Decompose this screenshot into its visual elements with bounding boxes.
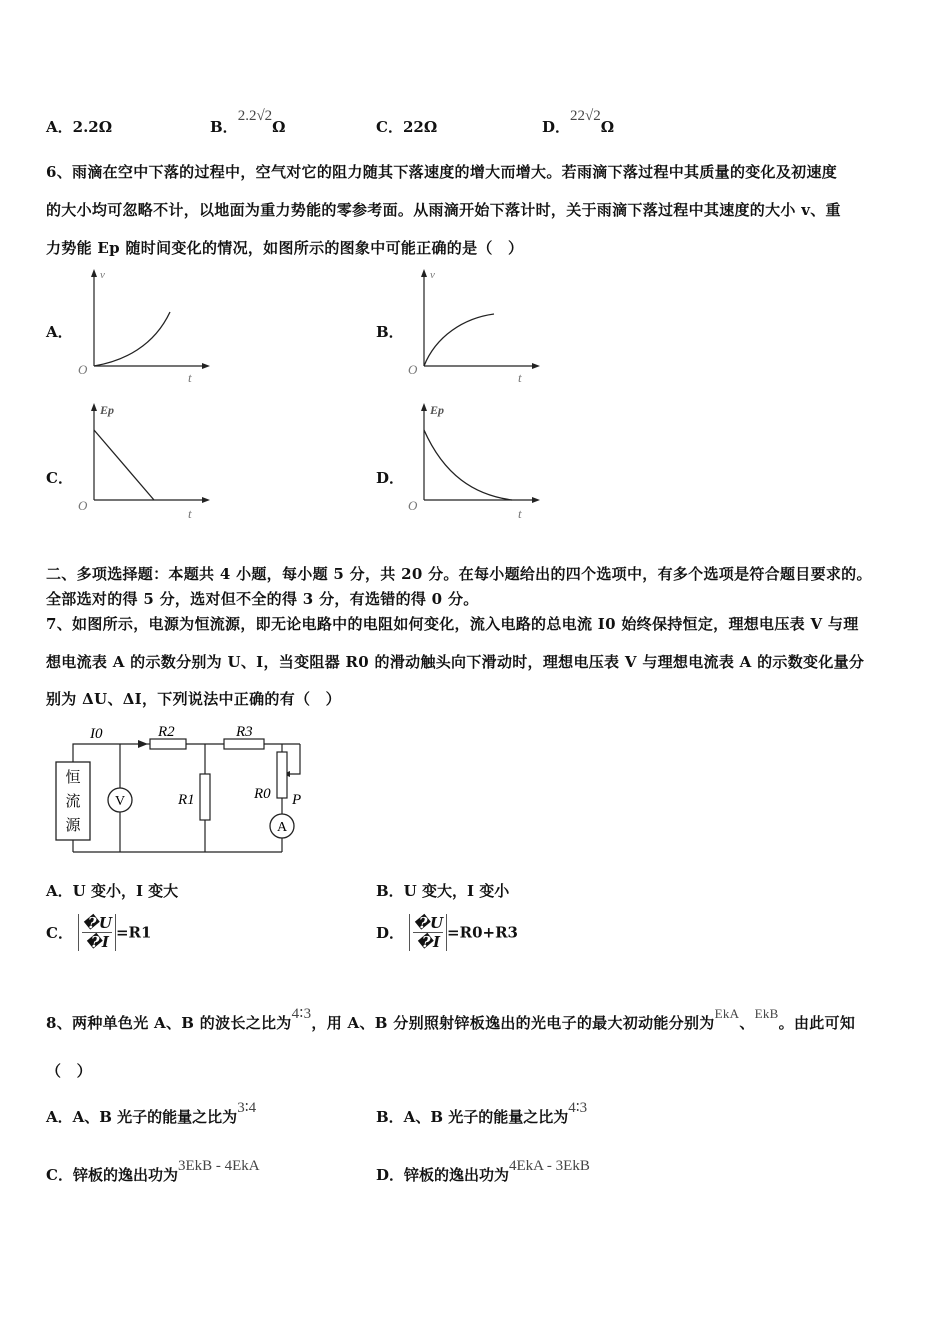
q5-option-a	[46, 116, 112, 137]
q7-option-b: B．U 变大，I 变小	[376, 882, 510, 900]
t-label: t	[188, 370, 192, 384]
q7-line-3: 别为 ΔU、ΔI，下列说法中正确的有（ ）	[46, 690, 341, 708]
q8-option-c	[46, 1154, 260, 1184]
q6-option-a-label: A．	[46, 323, 73, 341]
q7-option-d	[376, 914, 518, 951]
q5-option-d	[542, 104, 615, 136]
option-math: 2.2√2	[237, 108, 273, 124]
origin-label: O	[78, 498, 88, 513]
ammeter-label: A	[276, 820, 288, 835]
line	[94, 430, 154, 500]
option-label: A．	[46, 118, 73, 136]
origin-label: O	[408, 498, 418, 513]
origin-label: O	[408, 362, 418, 377]
q5-option-b	[210, 104, 286, 136]
resistor-r1	[200, 774, 210, 820]
q6-option-b-label: B．	[376, 323, 404, 341]
q8-paren: （ ）	[46, 1062, 92, 1080]
source-char-3: 源	[65, 818, 81, 834]
t-label: t	[518, 506, 522, 521]
q8-text-c: 。由此可知	[778, 1014, 856, 1032]
option-math: 3EkB - 4EkA	[177, 1158, 260, 1174]
option-label: D．	[376, 924, 405, 942]
q6-option-c-label: C．	[46, 469, 73, 487]
q8-line-1	[46, 1002, 856, 1032]
curve	[424, 314, 494, 366]
q8-option-a	[46, 1096, 257, 1126]
option-rhs: =R0+R3	[447, 923, 518, 942]
t-label: t	[518, 370, 522, 384]
i0-label: I0	[90, 726, 103, 742]
curve	[424, 430, 512, 500]
graph-b	[404, 266, 544, 384]
option-label: C．	[376, 118, 403, 136]
rheostat-r0	[277, 752, 287, 798]
t-label: t	[188, 506, 192, 521]
q8-option-b	[376, 1096, 588, 1126]
r0-label: R0	[254, 786, 271, 802]
ep-label: Ep	[100, 403, 115, 417]
resistor-r2	[150, 739, 186, 749]
section2-line-1: 二、多项选择题：本题共 4 小题，每小题 5 分，共 20 分。在每小题给出的四个选项中，有多个选项是符合题目要求的。	[46, 565, 872, 583]
r2-label: R2	[158, 724, 175, 740]
q7-option-a: A．U 变小，I 变大	[46, 882, 179, 900]
option-text: B．A、B 光子的能量之比为	[376, 1108, 569, 1126]
v-label: v	[100, 269, 105, 281]
option-math: 4∶3	[568, 1100, 588, 1116]
source-char-2: 流	[65, 794, 81, 810]
option-text: 22Ω	[402, 118, 438, 136]
p-label: P	[292, 792, 302, 808]
q8-ekb: EkB	[754, 1006, 779, 1021]
curve	[94, 312, 170, 366]
option-text: C．锌板的逸出功为	[46, 1166, 178, 1184]
q8-ratio: 4∶3	[291, 1006, 312, 1022]
q7-line-1: 7、如图所示，电源为恒流源，即无论电路中的电阻如何变化，流入电路的总电流 I0 始终保持恒定，理想电压表 V 与理	[46, 615, 859, 633]
option-label: C．	[46, 924, 73, 942]
resistor-r3	[224, 739, 264, 749]
q6-line-3: 力势能 Ep 随时间变化的情况，如图所示的图象中可能正确的是（ ）	[46, 239, 524, 257]
q7-option-c	[46, 914, 151, 951]
q8-text-b: ，用 A、B 分别照射锌板逸出的光电子的最大初动能分别为	[311, 1014, 715, 1032]
origin-label: O	[78, 362, 88, 377]
option-unit: Ω	[272, 118, 286, 136]
v-label: v	[430, 269, 435, 281]
option-math: 4EkA - 3EkB	[509, 1158, 590, 1174]
r1-label: R1	[178, 792, 195, 808]
graph-d	[404, 400, 544, 522]
source-char-1: 恒	[65, 770, 81, 786]
ep-label: Ep	[430, 403, 445, 417]
fraction	[409, 914, 447, 951]
option-text: 2.2Ω	[72, 118, 113, 136]
q8-text-a: 8、两种单色光 A、B 的波长之比为	[46, 1014, 292, 1032]
denominator: �I	[85, 933, 109, 951]
graph-a	[74, 266, 214, 384]
q6-line-2: 的大小均可忽略不计，以地面为重力势能的零参考面。从雨滴开始下落计时，关于雨滴下落过程中其速度的大小 v、重	[46, 201, 841, 219]
q8-sep: 、	[739, 1014, 755, 1032]
q8-option-d	[376, 1154, 590, 1184]
option-label: B．	[210, 118, 238, 136]
q6-line-1: 6、雨滴在空中下落的过程中，空气对它的阻力随其下落速度的增大而增大。若雨滴下落过程中其质量的变化及初速度	[46, 163, 838, 181]
fraction	[78, 914, 116, 951]
q5-option-c	[376, 116, 437, 137]
numerator: �U	[413, 914, 444, 932]
section2-line-2: 全部选对的得 5 分，选对但不全的得 3 分，有选错的得 0 分。	[46, 590, 479, 608]
option-text: A．A、B 光子的能量之比为	[46, 1108, 238, 1126]
option-rhs: =R1	[115, 923, 152, 942]
graph-c	[74, 400, 214, 522]
option-text: D．锌板的逸出功为	[376, 1166, 510, 1184]
q7-line-2: 想电流表 A 的示数分别为 U、I，当变阻器 R0 的滑动触头向下滑动时，理想电压表 V 与理想电流表 A 的示数变化量分	[46, 653, 865, 671]
q6-option-d-label: D．	[376, 469, 405, 487]
numerator: �U	[82, 914, 112, 932]
option-label: D．	[542, 118, 571, 136]
option-math: 3∶4	[237, 1100, 257, 1116]
voltmeter-label: V	[114, 794, 126, 809]
option-unit: Ω	[600, 118, 615, 136]
circuit-diagram	[50, 722, 320, 862]
option-math: 22√2	[570, 108, 601, 124]
r3-label: R3	[236, 724, 253, 740]
denominator: �I	[416, 933, 440, 951]
q8-eka: EkA	[714, 1006, 740, 1021]
